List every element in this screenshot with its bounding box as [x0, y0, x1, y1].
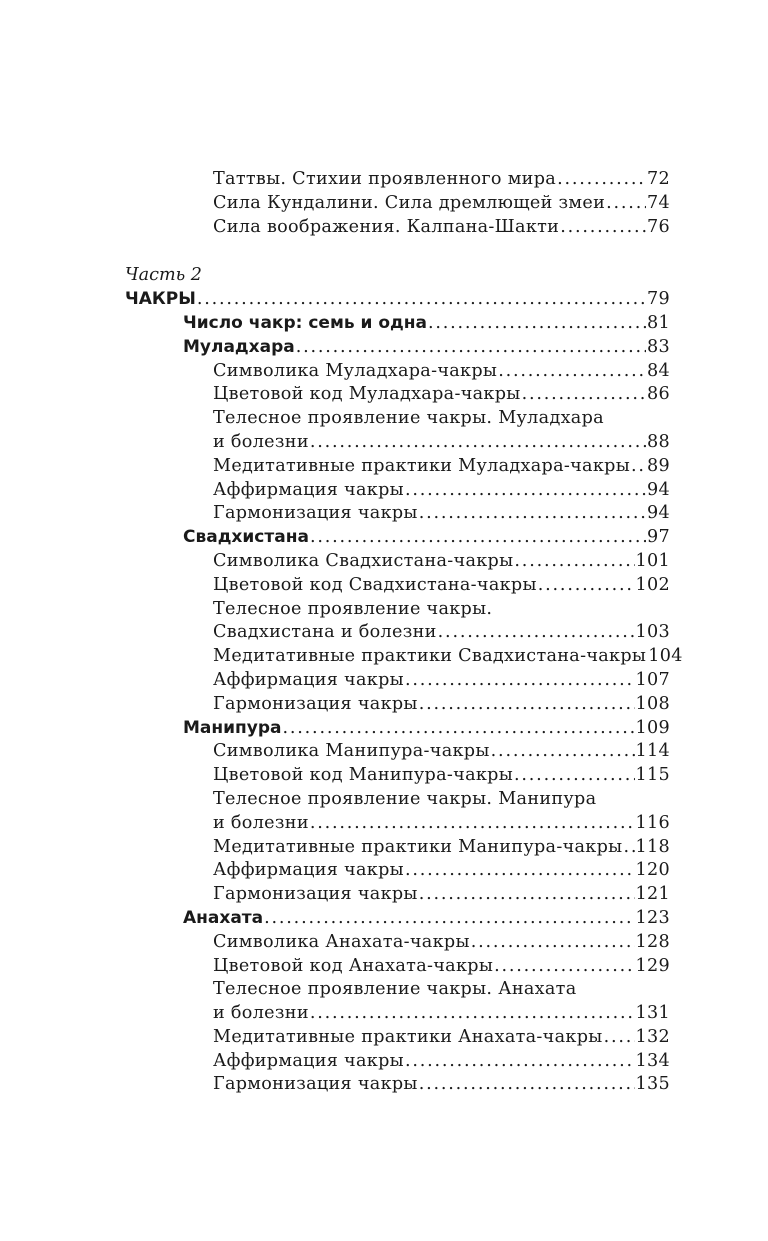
dot-leader	[557, 168, 646, 192]
toc-entry-page: 120	[635, 860, 670, 881]
toc-chapter[interactable]	[125, 336, 670, 360]
toc-entry-title: Аффирмация чакры	[213, 1050, 404, 1071]
toc-entry-page: 135	[635, 1074, 670, 1095]
toc-entry-page: 102	[635, 574, 670, 595]
toc-entry-title: Цветовой код Анахата-чакры	[213, 955, 494, 976]
toc-entry-title: Медитативные практики Свадхистана-чакры	[213, 646, 647, 667]
part-label: Часть 2	[125, 265, 202, 286]
toc-entry-page: 131	[635, 1003, 670, 1024]
toc-entry[interactable]	[125, 168, 670, 192]
toc-entry-title: Муладхара	[183, 336, 295, 357]
toc-entry[interactable]	[125, 383, 670, 407]
toc-entry-page: 128	[635, 931, 670, 952]
toc-chapter[interactable]	[125, 717, 670, 741]
toc-entry[interactable]	[125, 1050, 670, 1074]
toc-entry[interactable]	[125, 360, 670, 384]
dot-leader	[438, 621, 635, 645]
dot-leader	[498, 360, 646, 384]
dot-leader	[623, 836, 634, 860]
toc-entry-page: 118	[635, 836, 670, 857]
dot-leader	[405, 1050, 635, 1074]
toc-entry-page: 94	[647, 503, 670, 524]
toc-entry[interactable]	[125, 1002, 670, 1026]
toc-entry-title: Аффирмация чакры	[213, 669, 404, 690]
toc-entry[interactable]	[125, 192, 670, 216]
toc-entry-page: 74	[647, 192, 670, 213]
toc-entry-title-line	[125, 788, 670, 812]
dot-leader	[310, 431, 646, 455]
dot-leader	[310, 1002, 635, 1026]
toc-entry-title: Число чакр: семь и одна	[183, 312, 427, 333]
toc-entry-title: и болезни	[213, 1003, 309, 1024]
toc-entry-page: 103	[635, 622, 670, 643]
toc-entry[interactable]	[125, 574, 670, 598]
dot-leader	[514, 764, 634, 788]
toc-entry-page: 89	[647, 455, 670, 476]
toc-entry-title: Медитативные практики Манипура-чакры	[213, 836, 623, 857]
toc-entry-title: Аффирмация чакры	[213, 479, 404, 500]
toc-entry-title: Медитативные практики Анахата-чакры	[213, 1026, 603, 1047]
dot-leader	[538, 574, 635, 598]
dot-leader	[310, 526, 646, 550]
toc-entry-page: 104	[648, 646, 683, 667]
toc-entry[interactable]	[125, 883, 670, 907]
toc-entry-page: 108	[635, 693, 670, 714]
toc-entry-title: Телесное проявление чакры. Манипура	[213, 788, 597, 809]
toc-entry-page: 123	[635, 907, 670, 928]
toc-entry-title: Символика Анахата-чакры	[213, 931, 470, 952]
toc-chapter[interactable]	[125, 526, 670, 550]
dot-leader	[494, 955, 634, 979]
toc-entry-page: 76	[647, 216, 670, 237]
toc-entry-page: 134	[635, 1050, 670, 1071]
toc-entry-title: Телесное проявление чакры.	[213, 598, 493, 619]
toc-entry-page: 81	[647, 312, 670, 333]
dot-leader	[419, 883, 635, 907]
toc-entry[interactable]	[125, 455, 670, 479]
toc-entry-title-line	[125, 407, 670, 431]
toc-entry-title: Символика Муладхара-чакры	[213, 360, 498, 381]
toc-entry[interactable]	[125, 764, 670, 788]
toc-entry-title: Манипура	[183, 717, 282, 738]
dot-leader	[606, 192, 646, 216]
toc-entry-title: Свадхистана и болезни	[213, 622, 437, 643]
toc-entry-title: Свадхистана	[183, 527, 309, 548]
dot-leader	[264, 907, 634, 931]
toc-entry-title: Анахата	[183, 907, 264, 928]
toc-entry-page: 86	[647, 384, 670, 405]
toc-entry[interactable]	[125, 836, 670, 860]
toc-entry[interactable]	[125, 812, 670, 836]
toc-entry[interactable]	[125, 216, 670, 240]
toc-entry-page: 97	[647, 527, 670, 548]
toc-entry-page: 115	[635, 765, 670, 786]
toc-chapter[interactable]	[125, 312, 670, 336]
dot-leader	[405, 669, 635, 693]
toc-entry-page: 114	[635, 741, 670, 762]
dot-leader	[514, 550, 634, 574]
dot-leader	[283, 717, 635, 741]
toc-entry-page: 121	[635, 884, 670, 905]
toc-entry-title: Гармонизация чакры	[213, 1074, 418, 1095]
dot-leader	[428, 312, 646, 336]
toc-entry-title: Гармонизация чакры	[213, 503, 418, 524]
toc-entry-page: 109	[635, 717, 670, 738]
toc-entry-title: Гармонизация чакры	[213, 693, 418, 714]
toc-chapter[interactable]	[125, 907, 670, 931]
toc-entry-title: Телесное проявление чакры. Муладхара	[213, 408, 604, 429]
toc-entry[interactable]	[125, 859, 670, 883]
toc-entry-title: Символика Свадхистана-чакры	[213, 550, 514, 571]
toc-entry-page: 72	[647, 169, 670, 189]
toc-entry-page: 79	[647, 289, 670, 310]
dot-leader	[419, 1073, 635, 1097]
dot-leader	[197, 288, 646, 312]
toc-entry-page: 83	[647, 336, 670, 357]
toc-entry[interactable]	[125, 1026, 670, 1050]
toc-entry[interactable]	[125, 693, 670, 717]
dot-leader	[604, 1026, 635, 1050]
toc-entry-title: Медитативные практики Муладхара-чакры	[213, 455, 631, 476]
toc-entry-page: 132	[635, 1026, 670, 1047]
toc-entry[interactable]	[125, 931, 670, 955]
toc-entry[interactable]	[125, 431, 670, 455]
toc-entry-title-line	[125, 598, 670, 622]
toc-entry[interactable]	[125, 621, 670, 645]
toc-part-heading[interactable]	[125, 288, 670, 312]
toc-entry-title: Сила Кундалини. Сила дремлющей змеи	[213, 192, 606, 213]
toc-entry-page: 84	[647, 360, 670, 381]
dot-leader	[296, 336, 646, 360]
toc-entry[interactable]	[125, 740, 670, 764]
dot-leader	[405, 479, 646, 503]
toc-entry[interactable]	[125, 645, 683, 669]
toc-entry-title: ЧАКРЫ	[125, 289, 196, 310]
toc-entry[interactable]	[125, 502, 670, 526]
toc-entry-title-line	[125, 978, 670, 1002]
dot-leader	[471, 931, 635, 955]
toc-entry-page: 94	[647, 479, 670, 500]
toc-entry[interactable]	[125, 955, 670, 979]
section-gap	[125, 239, 670, 264]
dot-leader	[310, 812, 635, 836]
toc-entry-title: Цветовой код Свадхистана-чакры	[213, 574, 537, 595]
chakra-sections	[125, 336, 683, 1098]
dot-leader	[419, 693, 635, 717]
toc-entry-page: 107	[635, 669, 670, 690]
dot-leader	[631, 455, 646, 479]
toc-entry-title: Символика Манипура-чакры	[213, 741, 490, 762]
toc-entry-page: 88	[647, 431, 670, 452]
toc-entry-title: Цветовой код Манипура-чакры	[213, 765, 514, 786]
toc-entry-page: 129	[635, 955, 670, 976]
toc-entry-title: Цветовой код Муладхара-чакры	[213, 384, 521, 405]
dot-leader	[419, 502, 646, 526]
dot-leader	[405, 859, 635, 883]
dot-leader	[491, 740, 635, 764]
toc-entry[interactable]	[125, 1073, 670, 1097]
toc-entry-title: Таттвы. Стихии проявленного мира	[213, 169, 557, 189]
toc-entry-title: и болезни	[213, 431, 309, 452]
toc-entry-title: Телесное проявление чакры. Анахата	[213, 979, 577, 1000]
toc-entry-title: Аффирмация чакры	[213, 860, 404, 881]
dot-leader	[522, 383, 646, 407]
toc-entry-title: Гармонизация чакры	[213, 884, 418, 905]
toc-entry-page: 116	[635, 812, 670, 833]
toc-entry-title: Сила воображения. Калпана-Шакти	[213, 216, 560, 237]
table-of-contents	[125, 168, 683, 1097]
dot-leader	[560, 216, 646, 240]
toc-entry-page: 101	[635, 550, 670, 571]
toc-entry[interactable]	[125, 479, 670, 503]
toc-entry[interactable]	[125, 669, 670, 693]
toc-entry-title: и болезни	[213, 812, 309, 833]
toc-entry[interactable]	[125, 550, 670, 574]
